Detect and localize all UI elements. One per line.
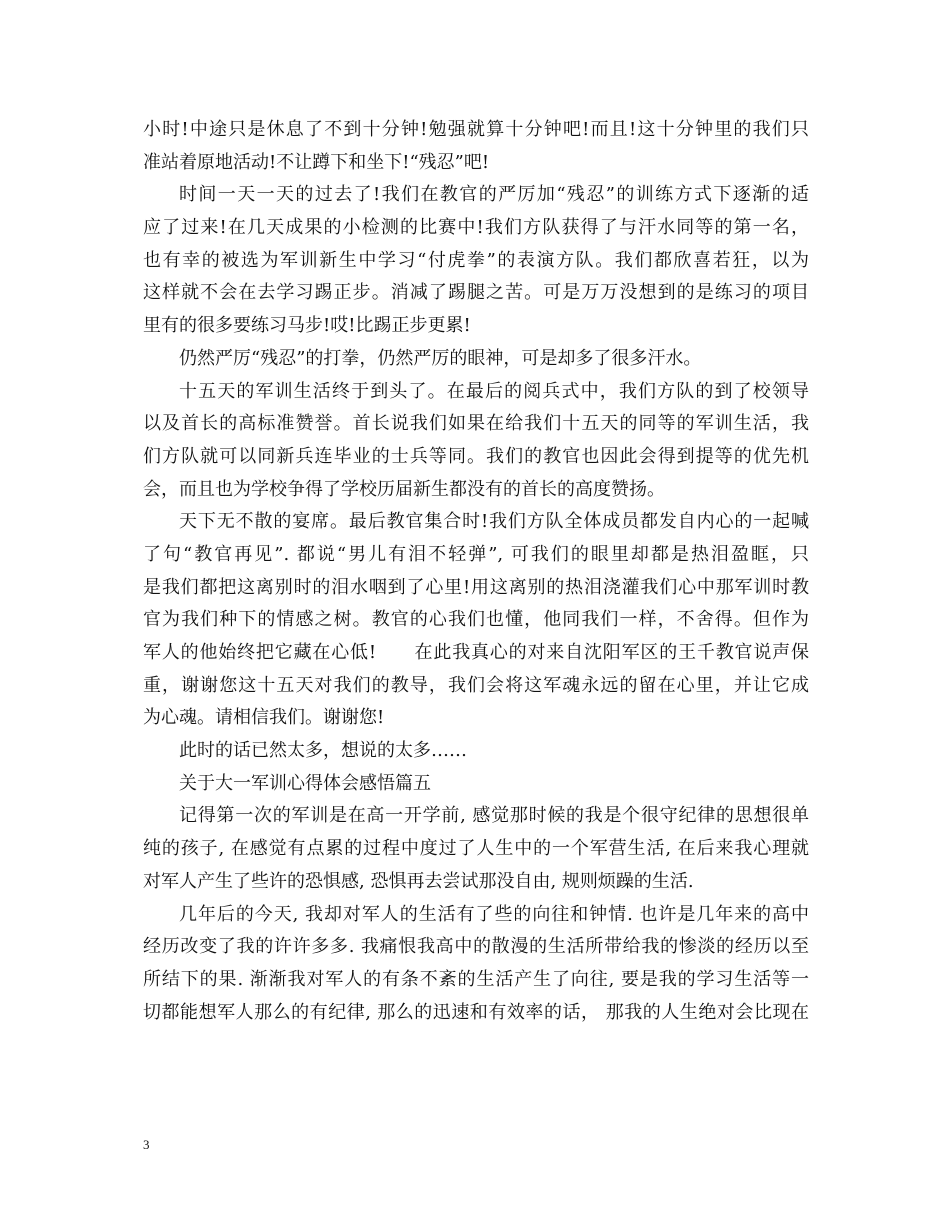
text-line: 会，而且也为学校争得了学校历届新生都没有的首长的高度赞扬。: [143, 478, 665, 500]
text-line: 天下无不散的宴席。最后教官集合时!我们方队全体成员都发自内心的一起喊: [179, 511, 809, 533]
text-line: 也有幸的被选为军训新生中学习“付虎拳”的表演方队。我们都欣喜若狂，以为: [143, 249, 809, 271]
text-line: 里有的很多要练习马步!哎!比踢正步更累!: [143, 315, 471, 337]
text-line: 几年后的今天, 我却对军人的生活有了些的向往和钟情. 也许是几年来的高中: [179, 903, 809, 925]
text-line: 了句“教官再见”. 都说“男儿有泪不轻弹”, 可我们的眼里却都是热泪盈眶，只: [143, 543, 809, 565]
text-line: 为心魂。请相信我们。谢谢您!: [143, 707, 385, 729]
text-line: 时间一天一天的过去了!我们在教官的严厉加“残忍”的训练方式下逐渐的适: [179, 184, 809, 206]
text-line: 准站着原地活动!不让蹲下和坐下!“残忍”吧!: [143, 151, 490, 173]
text-line: 此时的话已然太多，想说的太多……: [179, 740, 467, 762]
page-number: 3: [143, 1137, 150, 1152]
text-line: 十五天的军训生活终于到头了。在最后的阅兵式中，我们方队的到了校领导: [179, 380, 809, 402]
text-line: 纯的孩子, 在感觉有点累的过程中度过了人生中的一个军营生活, 在后来我心理就: [143, 838, 809, 860]
document-body: [143, 114, 809, 1029]
text-line: 军人的他始终把它藏在心低! 在此我真心的对来自沈阳军区的王千教官说声保: [143, 642, 809, 663]
text-line: 记得第一次的军训是在高一开学前, 感觉那时候的我是个很守纪律的思想很单: [179, 805, 809, 827]
text-line: 对军人产生了些许的恐惧感, 恐惧再去尝试那没自由, 规则烦躁的生活.: [143, 870, 694, 892]
text-line: 切都能想军人那么的有纪律, 那么的迅速和有效率的话， 那我的人生绝对会比现在: [143, 1001, 809, 1023]
text-line: 应了过来!在几天成果的小检测的比赛中!我们方队获得了与汗水同等的第一名，: [143, 217, 809, 239]
text-line: 这样就不会在去学习踢正步。消减了踢腿之苦。可是万万没想到的是练习的项目: [143, 282, 809, 304]
text-line: 所结下的果. 渐渐我对军人的有条不紊的生活产生了向往, 要是我的学习生活等一: [143, 968, 809, 990]
text-line: 关于大一军训心得体会感悟篇五: [179, 772, 431, 794]
text-line: 重，谢谢您这十五天对我们的教导，我们会将这军魂永远的留在心里，并让它成: [143, 674, 809, 696]
text-line: 以及首长的高标准赞誉。首长说我们如果在给我们十五天的同等的军训生活，我: [143, 413, 809, 435]
text-line: 们方队就可以同新兵连毕业的士兵等同。我们的教官也因此会得到提等的优先机: [143, 445, 809, 467]
text-line: 小时!中途只是休息了不到十分钟!勉强就算十分钟吧!而且!这十分钟里的我们只: [143, 119, 809, 140]
text-line: 仍然严厉“残忍”的打拳，仍然严厉的眼神，可是却多了很多汗水。: [179, 347, 702, 369]
text-line: 经历改变了我的许许多多. 我痛恨我高中的散漫的生活所带给我的惨淡的经历以至: [143, 936, 809, 958]
text-line: 是我们都把这离别时的泪水咽到了心里!用这离别的热泪浇灌我们心中那军训时教: [143, 576, 809, 598]
text-line: 官为我们种下的情感之树。教官的心我们也懂，他同我们一样，不舍得。但作为: [143, 609, 809, 631]
